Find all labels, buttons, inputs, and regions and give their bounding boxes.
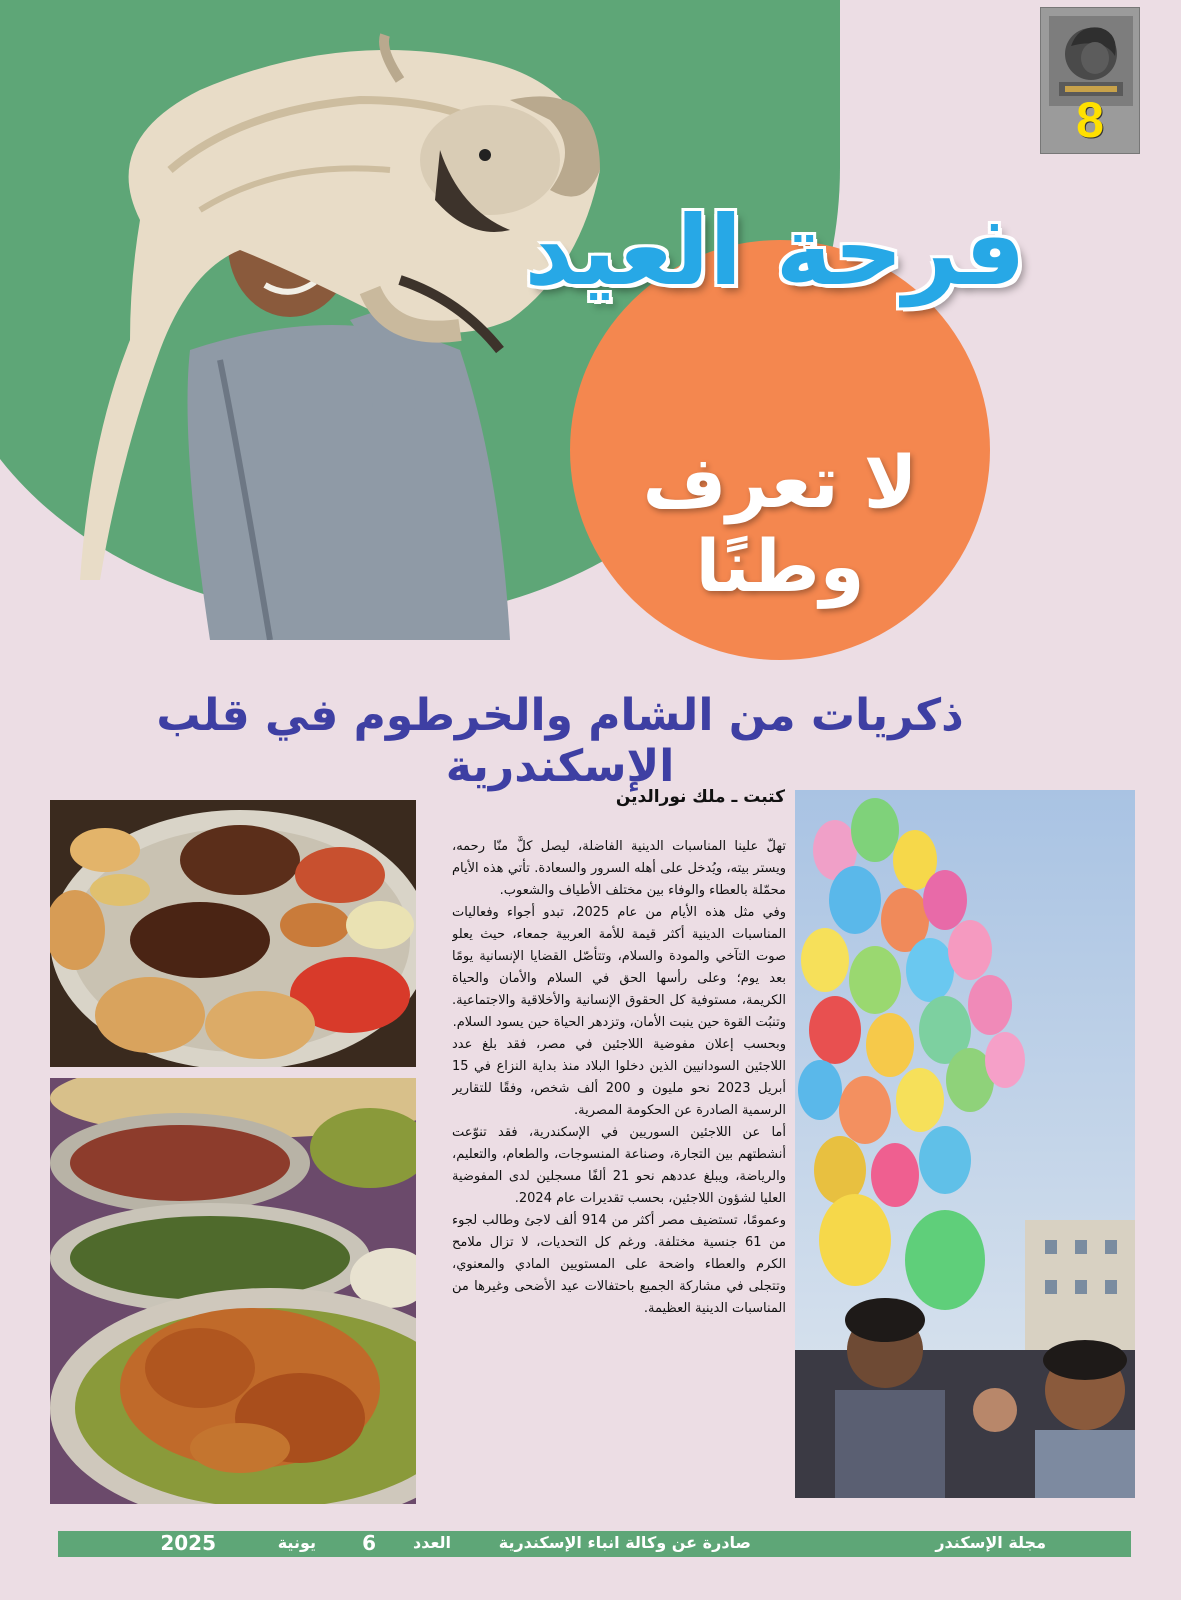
- article-byline: كتبت ـ ملك نورالدين: [615, 787, 785, 807]
- photo-feast-platter: [50, 800, 416, 1067]
- article-paragraph: وبحسب إعلان مفوضية اللاجئين في مصر، فقد بلغ عدد اللاجئين السودانيين الذين دخلوا البلاد منذ بداية النزاع في 15 أبريل 2023 نحو مليون و 200 ألف شخص، وفقًا للتقارير الرسمية الصادرة عن الحكومة المصرية.: [452, 1037, 786, 1118]
- sub-headline: لا تعرف وطنًا: [642, 440, 918, 608]
- article-paragraph: أما عن اللاجئين السوريين في الإسكندرية، فقد تنوّعت أنشطتهم بين التجارة، وصناعة المنسوجات، والطعام، والتعليم، والرياضة، ويبلغ عددهم نحو 21 ألفًا مسجلين لدى المفوضية العليا لشؤون اللاجئين، بحسب تقديرات عام 2024.: [452, 1125, 786, 1206]
- article-body: [452, 836, 786, 1496]
- footer-issue-number: 6: [362, 1531, 376, 1555]
- article-title: ذكريات من الشام والخرطوم في قلب الإسكندرية: [156, 690, 964, 792]
- article-paragraph: تهلّ علينا المناسبات الدينية الفاضلة، ليصل كلٌّ منّا رحمه، ويستر بيته، ويُدخل على أهله السرور والسعادة. تأتي هذه الأيام محمّلة بالعطاء والوفاء بين مختلف الأطياف والشعوب.: [452, 839, 786, 898]
- footer-publisher: صادرة عن وكالة انباء الإسكندرية: [498, 1533, 751, 1552]
- footer-bar: [58, 1531, 1131, 1557]
- footer-magazine-name: مجلة الإسكندر: [935, 1533, 1046, 1552]
- hero-photo-man-carrying-sheep: [40, 20, 660, 640]
- article-paragraph: وعمومًا، تستضيف مصر أكثر من 914 ألف لاجئ وطالب لجوء من 61 جنسية مختلفة. ورغم كل التحديات، لا تزال ملامح الكرم والعطاء واضحة على المستويين المادي والمعنوي، وتتجلى في مشاركة الجميع باحتفالات عيد الأضحى وغيرها من المناسبات الدينية العظيمة.: [452, 1213, 786, 1316]
- footer-issue-label: العدد: [413, 1533, 451, 1552]
- photo-balloon-seller: [795, 790, 1135, 1498]
- footer-year: 2025: [160, 1531, 216, 1555]
- article-paragraph: وفي مثل هذه الأيام من عام 2025، تبدو أجواء وفعاليات المناسبات الدينية أكثر قيمة للأمة العربية جمعاء، حيث يعلو صوت التآخي والمودة والسلام، وتتأصّل القضايا الإنسانية يومًا بعد يوم؛ وعلى رأسها الحق في السلام والأمان والحياة الكريمة، مستوفية كل الحقوق الإنسانية والأخلاقية والاجتماعية. وتنبُت القوة حين ينبت الأمان، وتزدهر الحياة حين يسود السلام.: [452, 905, 786, 1030]
- page-number: 8: [1076, 92, 1104, 148]
- page-badge: [1040, 7, 1140, 154]
- photo-chicken-rice-platter: [50, 1078, 416, 1504]
- main-headline: فرحة العيد: [524, 195, 1026, 307]
- footer-month: يونية: [277, 1533, 316, 1552]
